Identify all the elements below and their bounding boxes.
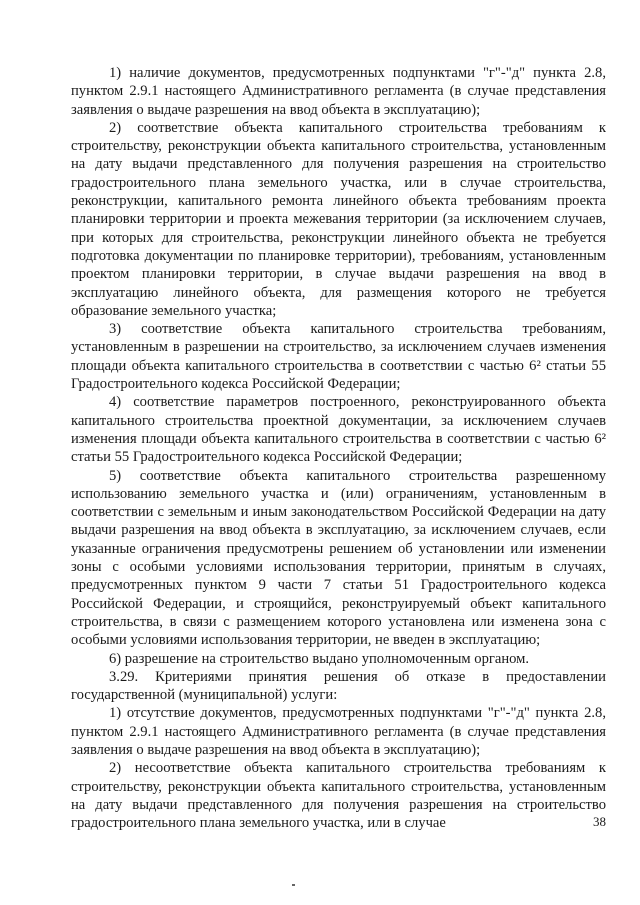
paragraph-2: 2) соответствие объекта капитального строительства требованиям к строительству, реконструкции объекта капитального строительства, установленным на дату выдачи представленного для получения разрешения на строительство градостроительного плана земельного участка, или в случае строительства, реконструкции, капитального ремонта линейного объекта требованиям проекта планировки территории и проекта межевания территории (за исключением случаев, при которых для строительства, реконструкции линейного объекта не требуется подготовка документации по планировке территории), требованиям, установленным проектом планировки территории, в случае выдачи разрешения на ввод в эксплуатацию линейного объекта, для размещения которого не требуется образование земельного участка; bbox=[71, 119, 606, 319]
document-body bbox=[71, 64, 606, 832]
paragraph-1: 1) наличие документов, предусмотренных подпунктами "г"-"д" пункта 2.8, пунктом 2.9.1 настоящего Административного регламента (в случае представления заявления о выдаче разрешения на ввод объекта в эксплуатацию); bbox=[71, 65, 606, 118]
paragraph-9: 2) несоответствие объекта капитального строительства требованиям к строительству, реконструкции объекта капитального строительства, установленным на дату выдачи представленного для получения разрешения на строительство градостроительного плана земельного участка, или в случае bbox=[71, 760, 606, 832]
paragraph-3: 3) соответствие объекта капитального строительства требованиям, установленным в разрешении на строительство, за исключением случаев изменения площади объекта капитального строительства в соответствии с частью 6² статьи 55 Градостроительного кодекса Российской Федерации; bbox=[71, 321, 606, 393]
paragraph-4: 4) соответствие параметров построенного, реконструированного объекта капитального строительства проектной документации, за исключением случаев изменения площади объекта капитального строительства в соответствии с частью 6² статьи 55 Градостроительного кодекса Российской Федерации; bbox=[71, 394, 606, 466]
paragraph-8: 1) отсутствие документов, предусмотренных подпунктами "г"-"д" пункта 2.8, пунктом 2.9.1 настоящего Административного регламента (в случае представления заявления о выдаче разрешения на ввод объекта в эксплуатацию); bbox=[71, 705, 606, 758]
scan-speck bbox=[292, 884, 295, 886]
paragraph-7: 3.29. Критериями принятия решения об отказе в предоставлении государственной (муниципальной) услуги: bbox=[71, 668, 606, 704]
paragraph-5: 5) соответствие объекта капитального строительства разрешенному использованию земельного участка и (или) ограничениям, установленным в соответствии с земельным и иным законодательством Российской Федерации на дату выдачи разрешения на ввод объекта в эксплуатацию, за исключением случаев, если указанные ограничения предусмотрены решением об установлении или изменении зоны с особыми условиями использования территории, принятым в случаях, предусмотренных пунктом 9 части 7 статьи 51 Градостроительного кодекса Российской Федерации, и строящийся, реконструируемый объект капитального строительства, в связи с размещением которого установлена или изменена зона с особыми условиями использования территории, не введен в эксплуатацию; bbox=[71, 467, 606, 649]
page-number: 38 bbox=[593, 814, 606, 829]
paragraph-6: 6) разрешение на строительство выдано уполномоченным органом. bbox=[109, 650, 530, 667]
